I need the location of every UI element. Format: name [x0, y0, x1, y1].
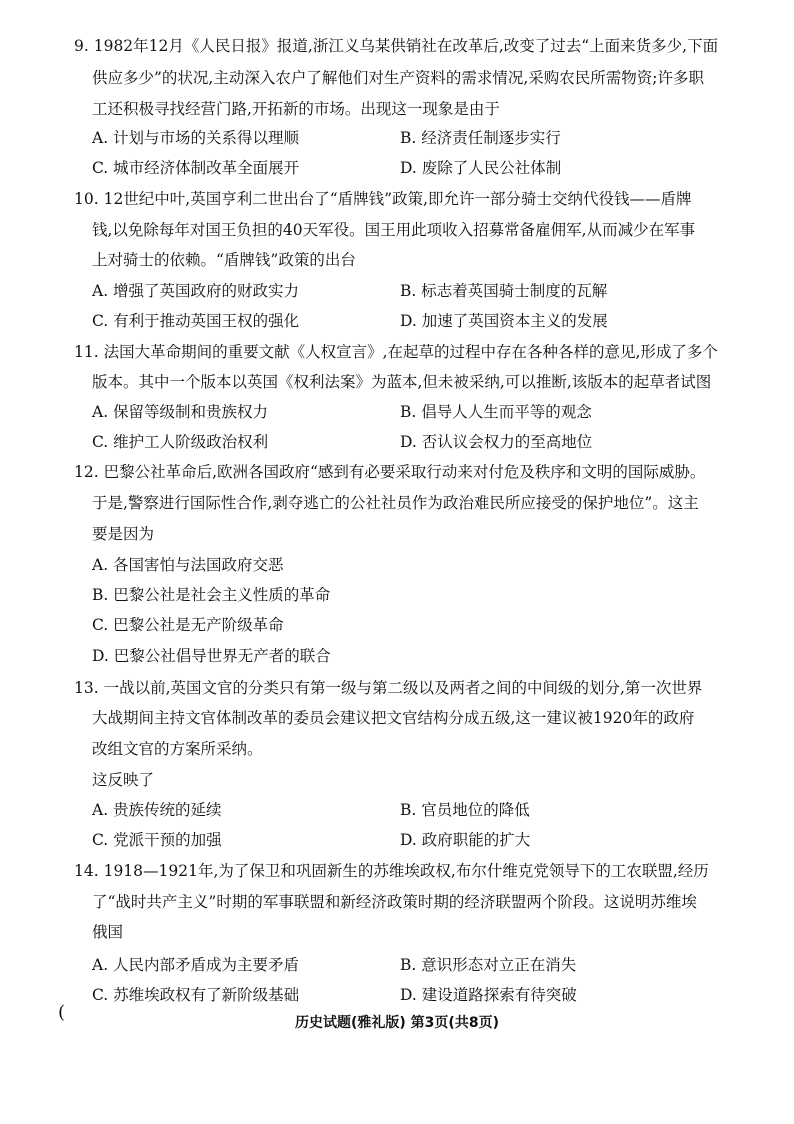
q9-line-3: 工还积极寻找经营门路,开拓新的市场。出现这一现象是由于 — [92, 100, 500, 118]
q14-option-c: C. 苏维埃政权有了新阶级基础 — [92, 986, 300, 1004]
q10-line-2: 钱,以免除每年对国王负担的40天军役。国王用此项收入招募常备雇佣军,从而减少在军事 — [92, 221, 696, 239]
q13-option-c: C. 党派干预的加强 — [92, 831, 222, 849]
q12-option-b: B. 巴黎公社是社会主义性质的革命 — [92, 586, 331, 604]
q12-line-2: 于是,警察进行国际性合作,剥夺逃亡的公社社员作为政治难民所应接受的保护地位”。这主 — [92, 494, 699, 512]
q12-option-c: C. 巴黎公社是无产阶级革命 — [92, 616, 284, 634]
q13-option-a: A. 贵族传统的延续 — [92, 801, 222, 819]
q12-option-d: D. 巴黎公社倡导世界无产者的联合 — [92, 647, 331, 665]
page-footer: 历史试题(雅礼版) 第3页(共8页) — [295, 1015, 499, 1031]
q9-option-b: B. 经济责任制逐步实行 — [400, 129, 561, 147]
q9-line-2: 供应多少”的状况,主动深入农户了解他们对生产资料的需求情况,采购农民所需物资;许多职 — [92, 69, 705, 87]
q14-line-1: 14. 1918—1921年,为了保卫和巩固新生的苏维埃政权,布尔什维克党领导下的工农联盟,经历 — [74, 862, 709, 880]
q14-line-2: 了“战时共产主义”时期的军事联盟和新经济政策时期的经济联盟两个阶段。这说明苏维埃 — [92, 893, 697, 911]
q12-option-a: A. 各国害怕与法国政府交恶 — [92, 556, 284, 574]
q13-line-1: 13. 一战以前,英国文官的分类只有第一级与第二级以及两者之间的中间级的划分,第一次世界 — [74, 679, 703, 697]
q9-option-a: A. 计划与市场的关系得以理顺 — [92, 129, 300, 147]
q14-line-3: 俄国 — [92, 923, 124, 941]
q11-option-c: C. 维护工人阶级政治权利 — [92, 433, 269, 451]
q11-option-a: A. 保留等级制和贵族权力 — [92, 403, 269, 421]
q13-option-d: D. 政府职能的扩大 — [400, 831, 531, 849]
q11-line-1: 11. 法国大革命期间的重要文献《人权宣言》,在起草的过程中存在各种各样的意见,形成了多个 — [74, 343, 718, 361]
binding-margin-mark: ( — [58, 1002, 66, 1023]
q14-option-b: B. 意识形态对立正在消失 — [400, 956, 577, 974]
q10-option-b: B. 标志着英国骑士制度的瓦解 — [400, 282, 608, 300]
q14-option-a: A. 人民内部矛盾成为主要矛盾 — [92, 956, 300, 974]
q10-option-c: C. 有利于推动英国王权的强化 — [92, 312, 300, 330]
q13-line-3: 改组文官的方案所采纳。 — [92, 740, 263, 758]
q11-option-d: D. 否认议会权力的至高地位 — [400, 433, 593, 451]
q10-line-1: 10. 12世纪中叶,英国亨利二世出台了“盾牌钱”政策,即允许一部分骑士交纳代役钱——盾牌 — [74, 190, 692, 208]
q9-option-d: D. 废除了人民公社体制 — [400, 159, 562, 177]
q13-line-2: 大战期间主持文官体制改革的委员会建议把文官结构分成五级,这一建议被1920年的政府 — [92, 709, 695, 727]
q10-option-a: A. 增强了英国政府的财政实力 — [92, 282, 300, 300]
q13-option-b: B. 官员地位的降低 — [400, 801, 530, 819]
q12-line-1: 12. 巴黎公社革命后,欧洲各国政府“感到有必要采取行动来对付危及秩序和文明的国际威胁。 — [74, 463, 706, 481]
q13-line-4: 这反映了 — [92, 771, 155, 789]
q9-line-1: 9. 1982年12月《人民日报》报道,浙江义乌某供销社在改革后,改变了过去“上面来货多少,下面 — [74, 37, 719, 55]
q9-option-c: C. 城市经济体制改革全面展开 — [92, 159, 300, 177]
q12-line-3: 要是因为 — [92, 525, 155, 543]
q10-line-3: 上对骑士的依赖。“盾牌钱”政策的出台 — [92, 251, 356, 269]
q11-line-2: 版本。其中一个版本以英国《权利法案》为蓝本,但未被采纳,可以推断,该版本的起草者试图 — [92, 373, 712, 391]
q10-option-d: D. 加速了英国资本主义的发展 — [400, 312, 608, 330]
q14-option-d: D. 建设道路探索有待突破 — [400, 986, 577, 1004]
q11-option-b: B. 倡导人人生而平等的观念 — [400, 403, 592, 421]
